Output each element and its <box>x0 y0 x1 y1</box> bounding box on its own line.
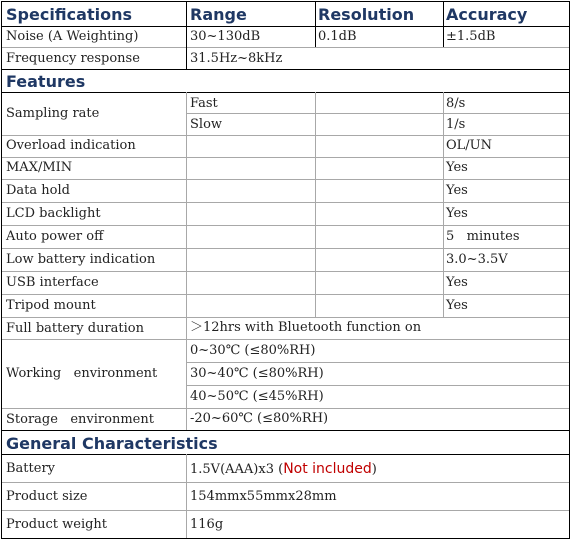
autopower-value: 5 minutes <box>446 229 520 244</box>
row-divider <box>2 454 569 455</box>
noise-label: Noise (A Weighting) <box>6 29 139 44</box>
battery-spec: 1.5V(AAA)x3 ( <box>190 462 284 477</box>
row-divider <box>2 248 569 249</box>
size-value: 154mmx55mmx28mm <box>190 489 337 504</box>
row-divider <box>2 430 569 431</box>
fullbattery-label: Full battery duration <box>6 321 144 336</box>
battery-note: Not included <box>283 461 372 477</box>
row-divider <box>2 47 569 48</box>
row-divider <box>2 202 569 203</box>
overload-label: Overload indication <box>6 138 136 153</box>
weight-value: 116g <box>190 517 224 532</box>
header-resolution: Resolution <box>318 5 415 24</box>
usb-value: Yes <box>446 275 468 290</box>
sampling-label: Sampling rate <box>6 106 100 121</box>
header-range: Range <box>190 5 247 24</box>
overload-value: OL/UN <box>446 138 493 153</box>
tripod-label: Tripod mount <box>6 298 96 313</box>
maxmin-label: MAX/MIN <box>6 160 73 175</box>
working-value-3: 40~50℃ (≤45%RH) <box>190 389 324 404</box>
frequency-label: Frequency response <box>6 51 140 66</box>
lowbattery-label: Low battery indication <box>6 252 156 267</box>
datahold-label: Data hold <box>6 183 70 198</box>
weight-label: Product weight <box>6 517 108 532</box>
battery-label: Battery <box>6 461 56 476</box>
row-divider <box>2 179 569 180</box>
backlight-value: Yes <box>446 206 468 221</box>
row-divider <box>2 294 569 295</box>
noise-range: 30~130dB <box>190 29 261 44</box>
datahold-value: Yes <box>446 183 468 198</box>
row-divider <box>2 69 569 70</box>
column-divider <box>186 2 187 69</box>
battery-value <box>190 461 377 478</box>
lowbattery-value: 3.0~3.5V <box>446 252 508 267</box>
tripod-value: Yes <box>446 298 468 313</box>
sampling-slow: Slow <box>190 117 223 132</box>
row-divider <box>2 482 569 483</box>
fullbattery-value: ＞12hrs with Bluetooth function on <box>190 320 422 335</box>
row-divider <box>2 408 569 409</box>
working-value-2: 30~40℃ (≤80%RH) <box>190 366 324 381</box>
column-divider <box>186 454 187 538</box>
usb-label: USB interface <box>6 275 99 290</box>
row-divider <box>2 339 569 340</box>
row-divider <box>2 135 569 136</box>
row-divider <box>2 157 569 158</box>
working-label: Working environment <box>6 366 158 381</box>
noise-resolution: 0.1dB <box>318 29 357 44</box>
sampling-fast-value: 8/s <box>446 96 466 111</box>
working-value-1: 0~30℃ (≤80%RH) <box>190 343 316 358</box>
battery-close: ) <box>371 462 377 477</box>
row-divider <box>2 317 569 318</box>
row-divider <box>186 385 569 386</box>
sampling-slow-value: 1/s <box>446 117 466 132</box>
specifications-table <box>1 1 570 539</box>
features-title: Features <box>6 72 86 91</box>
header-specifications: Specifications <box>6 5 132 24</box>
row-divider <box>2 271 569 272</box>
header-accuracy: Accuracy <box>446 5 528 24</box>
row-divider <box>2 510 569 511</box>
sampling-fast: Fast <box>190 96 218 111</box>
storage-label: Storage environment <box>6 412 154 427</box>
column-divider <box>443 2 444 47</box>
row-divider <box>2 225 569 226</box>
column-divider <box>315 92 316 317</box>
autopower-label: Auto power off <box>6 229 104 244</box>
backlight-label: LCD backlight <box>6 206 101 221</box>
column-divider <box>315 2 316 47</box>
row-divider <box>2 26 569 27</box>
maxmin-value: Yes <box>446 160 468 175</box>
row-divider <box>186 362 569 363</box>
size-label: Product size <box>6 489 88 504</box>
frequency-range: 31.5Hz~8kHz <box>190 51 283 66</box>
noise-accuracy: ±1.5dB <box>446 29 496 44</box>
storage-value: -20~60℃ (≤80%RH) <box>190 411 329 426</box>
row-divider <box>2 92 569 93</box>
column-divider <box>186 92 187 430</box>
row-divider <box>186 113 569 114</box>
column-divider <box>443 92 444 317</box>
general-title: General Characteristics <box>6 434 218 453</box>
